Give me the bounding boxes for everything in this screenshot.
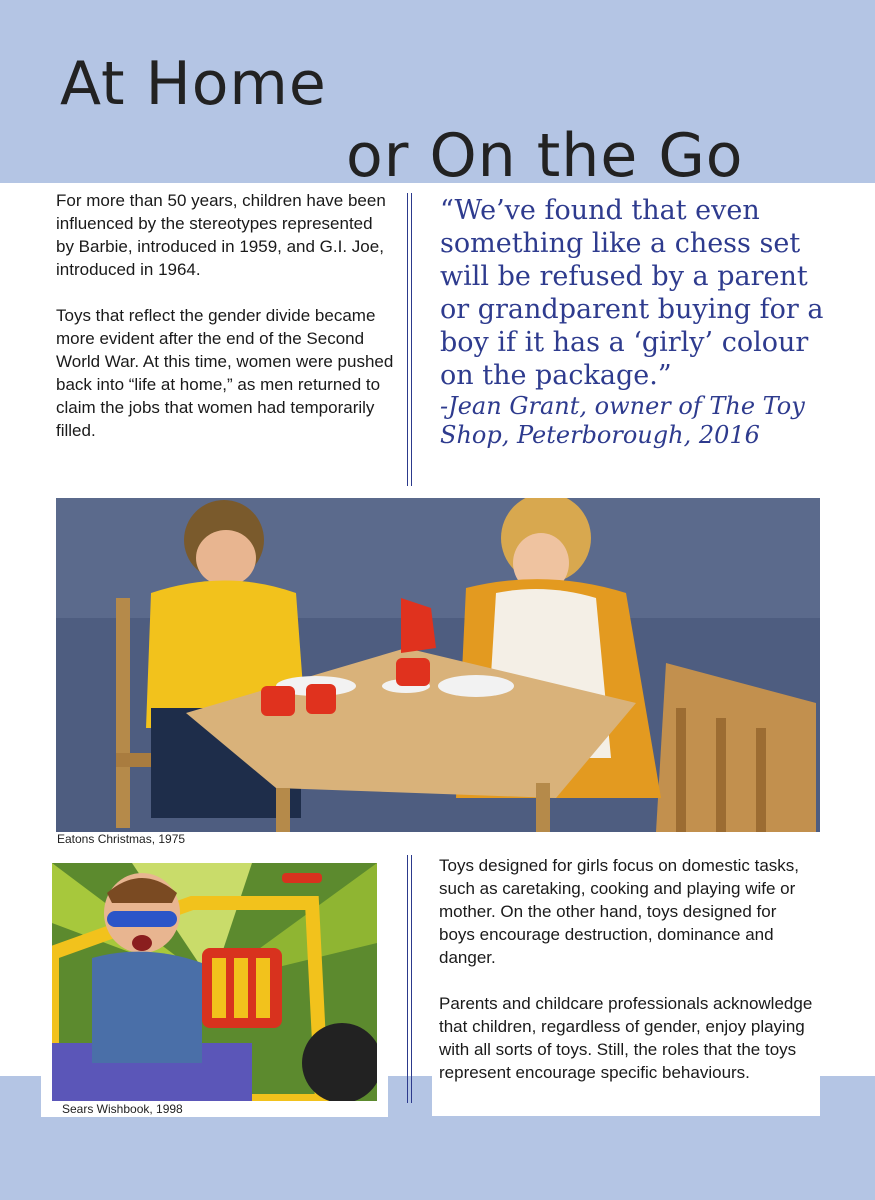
intro-paragraph-2: Toys that reflect the gender divide became more evident after the end of the Second World War. At this time, women were pushed back into “life at home,” as men returned to claim the jobs that women had temporarily filled. [56,306,394,440]
body-paragraph-1: Toys designed for girls focus on domestic tasks, such as caretaking, cooking and playing wife or mother. On the other hand, toys designed for boys encourage destruction, dominance and danger. [439,856,799,967]
intro-paragraph-1: For more than 50 years, children have been influenced by the stereotypes represented by Barbie, introduced in 1959, and G.I. Joe, introduced in 1964. [56,191,386,279]
double-rule-divider [407,193,412,486]
photo-caption-main: Eatons Christmas, 1975 [57,832,186,846]
body-paragraph-2: Parents and childcare professionals acknowledge that children, regardless of gender, enjoy playing with all sorts of toys. Still, the roles that the toys represent encourage specific behaviours. [439,994,813,1082]
quote-attribution: -Jean Grant, owner of The Toy Shop, Peterborough, 2016 [440,392,805,449]
photo-caption-small: Sears Wishbook, 1998 [62,1102,183,1116]
page-title-line-1: At Home [60,49,327,119]
tea-party-illustration [56,498,820,832]
body-text [439,854,814,1107]
ride-on-toy-illustration [52,863,377,1101]
photo-ride-on-toy [52,863,377,1101]
double-rule-divider-lower [407,855,412,1103]
quote-text: “We’ve found that even something like a chess set will be refused by a parent or grandparent buying for a boy if it has a ‘girly’ colour on the package.” [440,195,824,391]
page-title-line-2: or On the Go [346,121,744,191]
photo-tea-party [56,498,820,832]
pull-quote [440,194,825,450]
intro-text [56,189,394,465]
